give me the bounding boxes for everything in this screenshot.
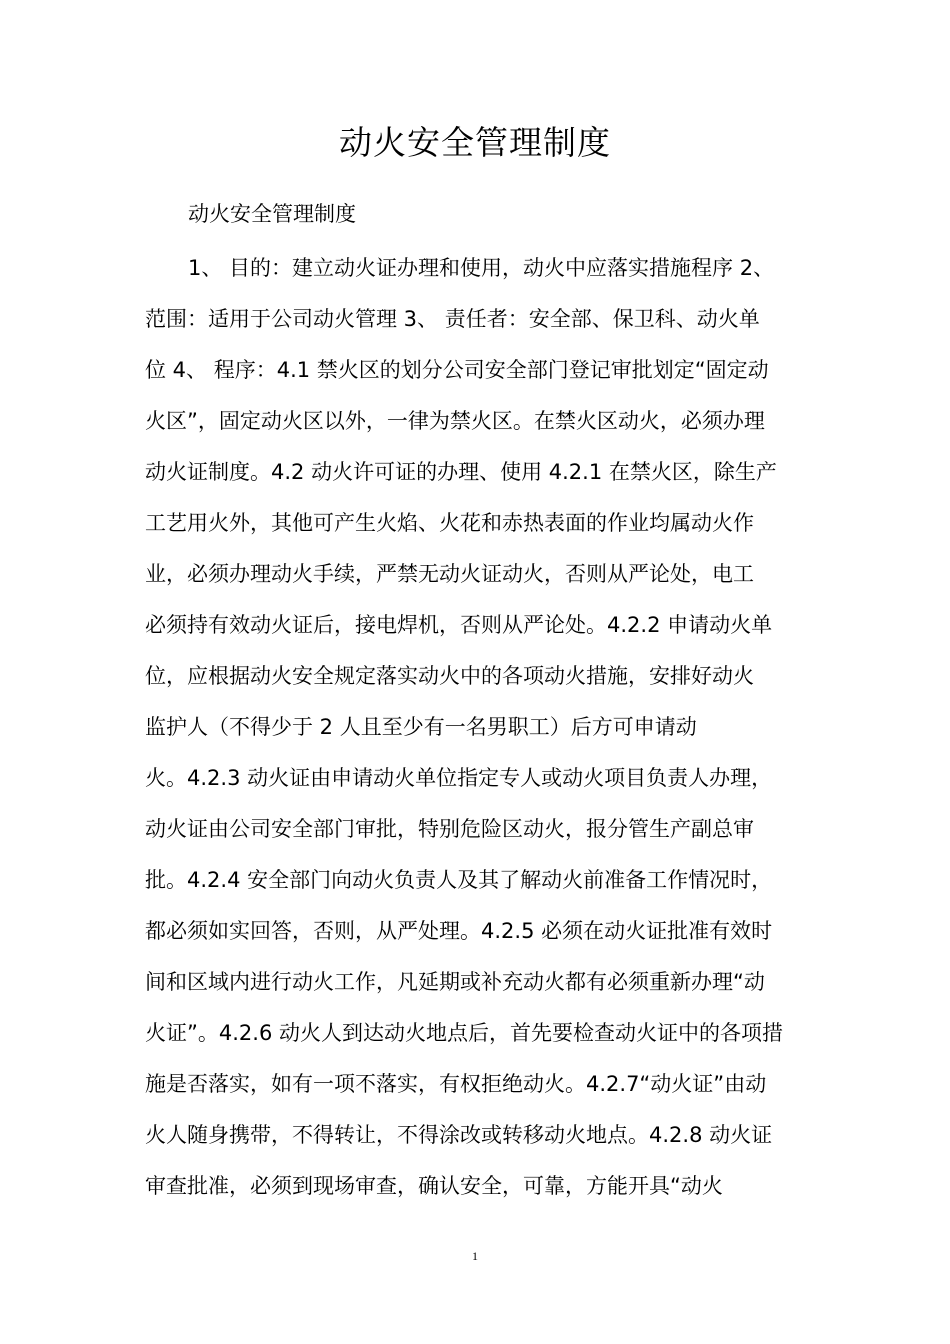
- body-line: 火。4.2.3 动火证由申请动火单位指定专人或动火项目负责人办理，: [145, 766, 773, 790]
- body-line: 批。4.2.4 安全部门向动火负责人及其了解动火前准备工作情况时，: [145, 868, 773, 892]
- body-line: 动火证制度。4.2 动火许可证的办理、使用 4.2.1 在禁火区，除生产: [145, 460, 777, 484]
- body-line: 都必须如实回答，否则，从严处理。4.2.5 必须在动火证批准有效时: [145, 919, 773, 943]
- body-line: 位，应根据动火安全规定落实动火中的各项动火措施，安排好动火: [145, 664, 754, 688]
- body-line: 业，必须办理动火手续，严禁无动火证动火，否则从严论处，电工: [145, 562, 754, 586]
- body-line: 工艺用火外，其他可产生火焰、火花和赤热表面的作业均属动火作: [145, 511, 754, 535]
- body-line: 审查批准，必须到现场审查，确认安全，可靠，方能开具“动火: [145, 1174, 723, 1198]
- body-line: 必须持有效动火证后，接电焊机，否则从严论处。4.2.2 申请动火单: [145, 613, 773, 637]
- body-line: 动火证由公司安全部门审批，特别危险区动火，报分管生产副总审: [145, 817, 754, 841]
- body-line: 间和区域内进行动火工作，凡延期或补充动火都有必须重新办理“动: [145, 970, 765, 994]
- document-subtitle: 动火安全管理制度: [188, 202, 356, 226]
- body-line: 范围：适用于公司动火管理 3、 责任者：安全部、保卫科、动火单: [145, 307, 760, 331]
- body-line: 火区”，固定动火区以外，一律为禁火区。在禁火区动火，必须办理: [145, 409, 765, 433]
- body-line: 1、 目的：建立动火证办理和使用，动火中应落实措施程序 2、: [188, 256, 775, 280]
- body-line: 火人随身携带，不得转让，不得涂改或转移动火地点。4.2.8 动火证: [145, 1123, 773, 1147]
- page-number: 1: [472, 1249, 478, 1263]
- body-line: 位 4、 程序：4.1 禁火区的划分公司安全部门登记审批划定“固定动: [145, 358, 769, 382]
- body-line: 施是否落实，如有一项不落实，有权拒绝动火。4.2.7“动火证”由动: [145, 1072, 767, 1096]
- body-line: 火证”。4.2.6 动火人到达动火地点后，首先要检查动火证中的各项措: [145, 1021, 783, 1045]
- body-line: 监护人（不得少于 2 人且至少有一名男职工）后方可申请动: [145, 715, 697, 739]
- document-title: 动火安全管理制度: [339, 123, 611, 162]
